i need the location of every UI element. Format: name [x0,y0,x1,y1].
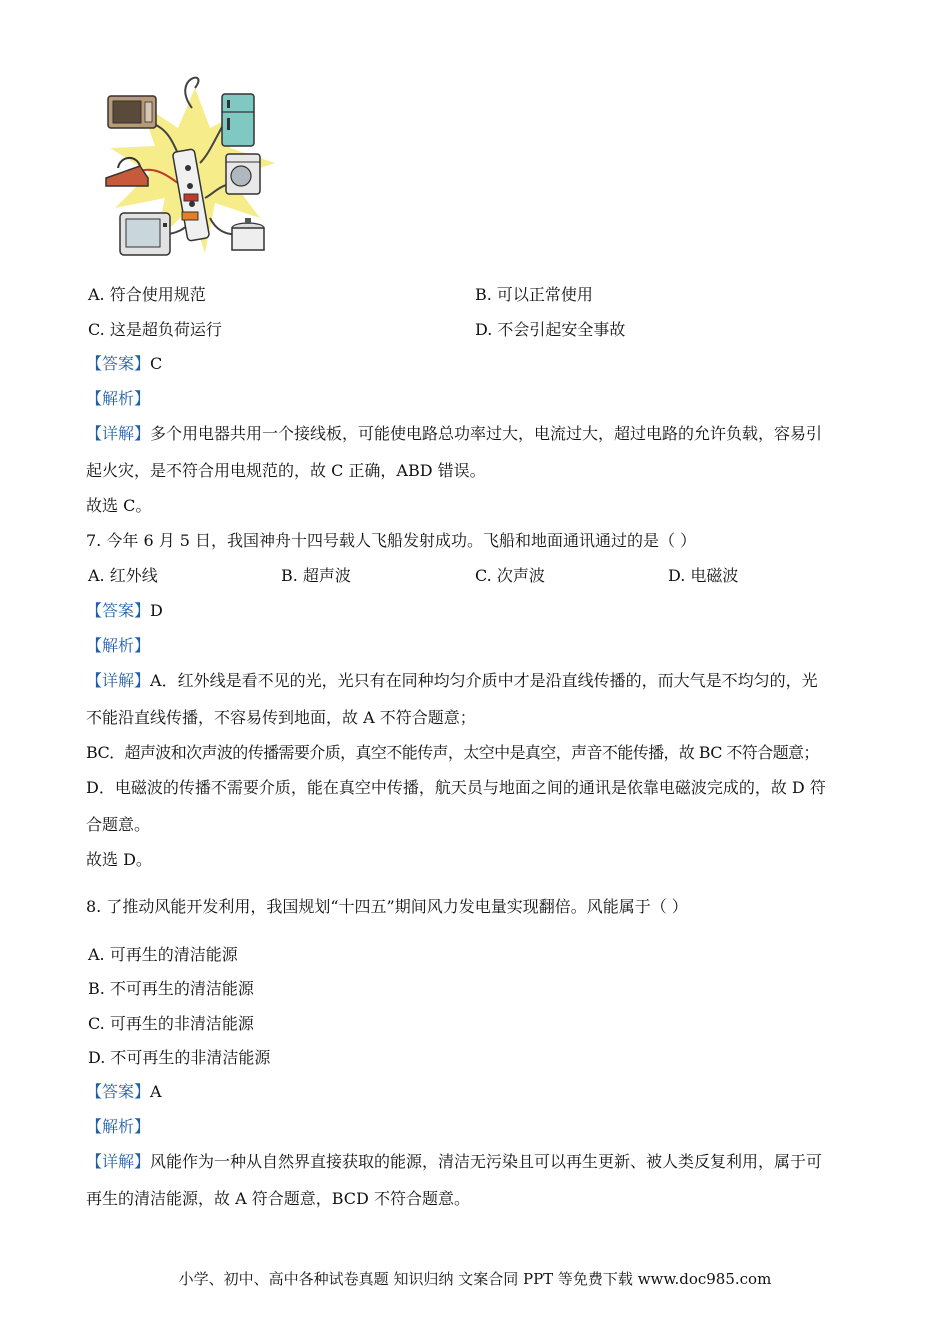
q6-detail-line-1 [86,422,822,446]
detail-text: 多个用电器共用一个接线板，可能使电路总功率过大，电流过大，超过电路的允许负载，容易引 [150,424,823,443]
q7-analysis-tag: 【解析】 [86,636,151,655]
q8-answer [86,1080,162,1104]
detail-tag: 【详解】 [86,1152,151,1171]
answer-tag: 【答案】 [86,1082,151,1101]
q8-option-d: D. 不可再生的非清洁能源 [88,1048,271,1067]
refrigerator-icon [222,94,254,146]
television-icon [120,213,170,255]
q7-detail-line-1 [86,669,818,693]
detail-tag: 【详解】 [86,671,151,690]
microwave-icon [108,96,156,128]
q6-answer [86,352,162,376]
washing-machine-icon [226,154,260,194]
answer-tag: 【答案】 [86,601,151,620]
q7-option-a: A. 红外线 [88,566,158,585]
q7-detail-line-4: D．电磁波的传播不需要介质，能在真空中传播，航天员与地面之间的通讯是依靠电磁波完成的，故 D 符 [86,778,826,797]
footer-download-banner: 小学、初中、高中各种试卷真题 知识归纳 文案合同 PPT 等免费下载 www.doc985.com [178,1270,772,1288]
answer-value: D [150,601,163,620]
q6-option-c: C. 这是超负荷运行 [88,320,222,339]
q7-option-c: C. 次声波 [475,566,545,585]
q8-stem: 8. 了推动风能开发利用，我国规划“十四五”期间风力发电量实现翻倍。风能属于（ ） [86,897,688,916]
q7-detail-line-5: 合题意。 [86,815,151,834]
q7-option-d: D. 电磁波 [668,566,739,585]
q6-option-a: A. 符合使用规范 [88,285,206,304]
q8-detail-line-2: 再生的清洁能源，故 A 符合题意，BCD 不符合题意。 [86,1189,470,1208]
detail-text: A．红外线是看不见的光，光只有在同种均匀介质中才是沿直线传播的，而大气是不均匀的，光 [150,671,818,690]
q8-detail-line-1 [86,1150,822,1174]
q8-option-a: A. 可再生的清洁能源 [88,945,238,964]
q7-option-b: B. 超声波 [281,566,351,585]
q6-detail-line-2: 起火灾，是不符合用电规范的，故 C 正确，ABD 错误。 [86,461,486,480]
answer-value: A [150,1082,162,1101]
q7-detail-line-3: BC．超声波和次声波的传播需要介质，真空不能传声，太空中是真空，声音不能传播，故 BC 不符合题意； [86,743,819,762]
q8-option-c: C. 可再生的非清洁能源 [88,1014,254,1033]
answer-tag: 【答案】 [86,354,151,373]
overloaded-power-strip-illustration [100,68,282,270]
rice-cooker-icon [232,218,264,250]
detail-text: 风能作为一种从自然界直接获取的能源，清洁无污染且可以再生更新、被人类反复利用，属于可 [150,1152,823,1171]
q6-conclusion: 故选 C。 [86,496,152,515]
q8-option-b: B. 不可再生的清洁能源 [88,979,254,998]
q7-conclusion: 故选 D。 [86,850,152,869]
answer-value: C [150,354,163,373]
q6-option-d: D. 不会引起安全事故 [475,320,626,339]
q7-answer [86,599,163,623]
q7-stem: 7. 今年 6 月 5 日，我国神舟十四号载人飞船发射成功。飞船和地面通讯通过的是（ ） [86,531,697,550]
q6-option-b: B. 可以正常使用 [475,285,593,304]
q6-analysis-tag: 【解析】 [86,389,151,408]
q8-analysis-tag: 【解析】 [86,1117,151,1136]
q7-detail-line-2: 不能沿直线传播，不容易传到地面，故 A 不符合题意； [86,708,476,727]
detail-tag: 【详解】 [86,424,151,443]
